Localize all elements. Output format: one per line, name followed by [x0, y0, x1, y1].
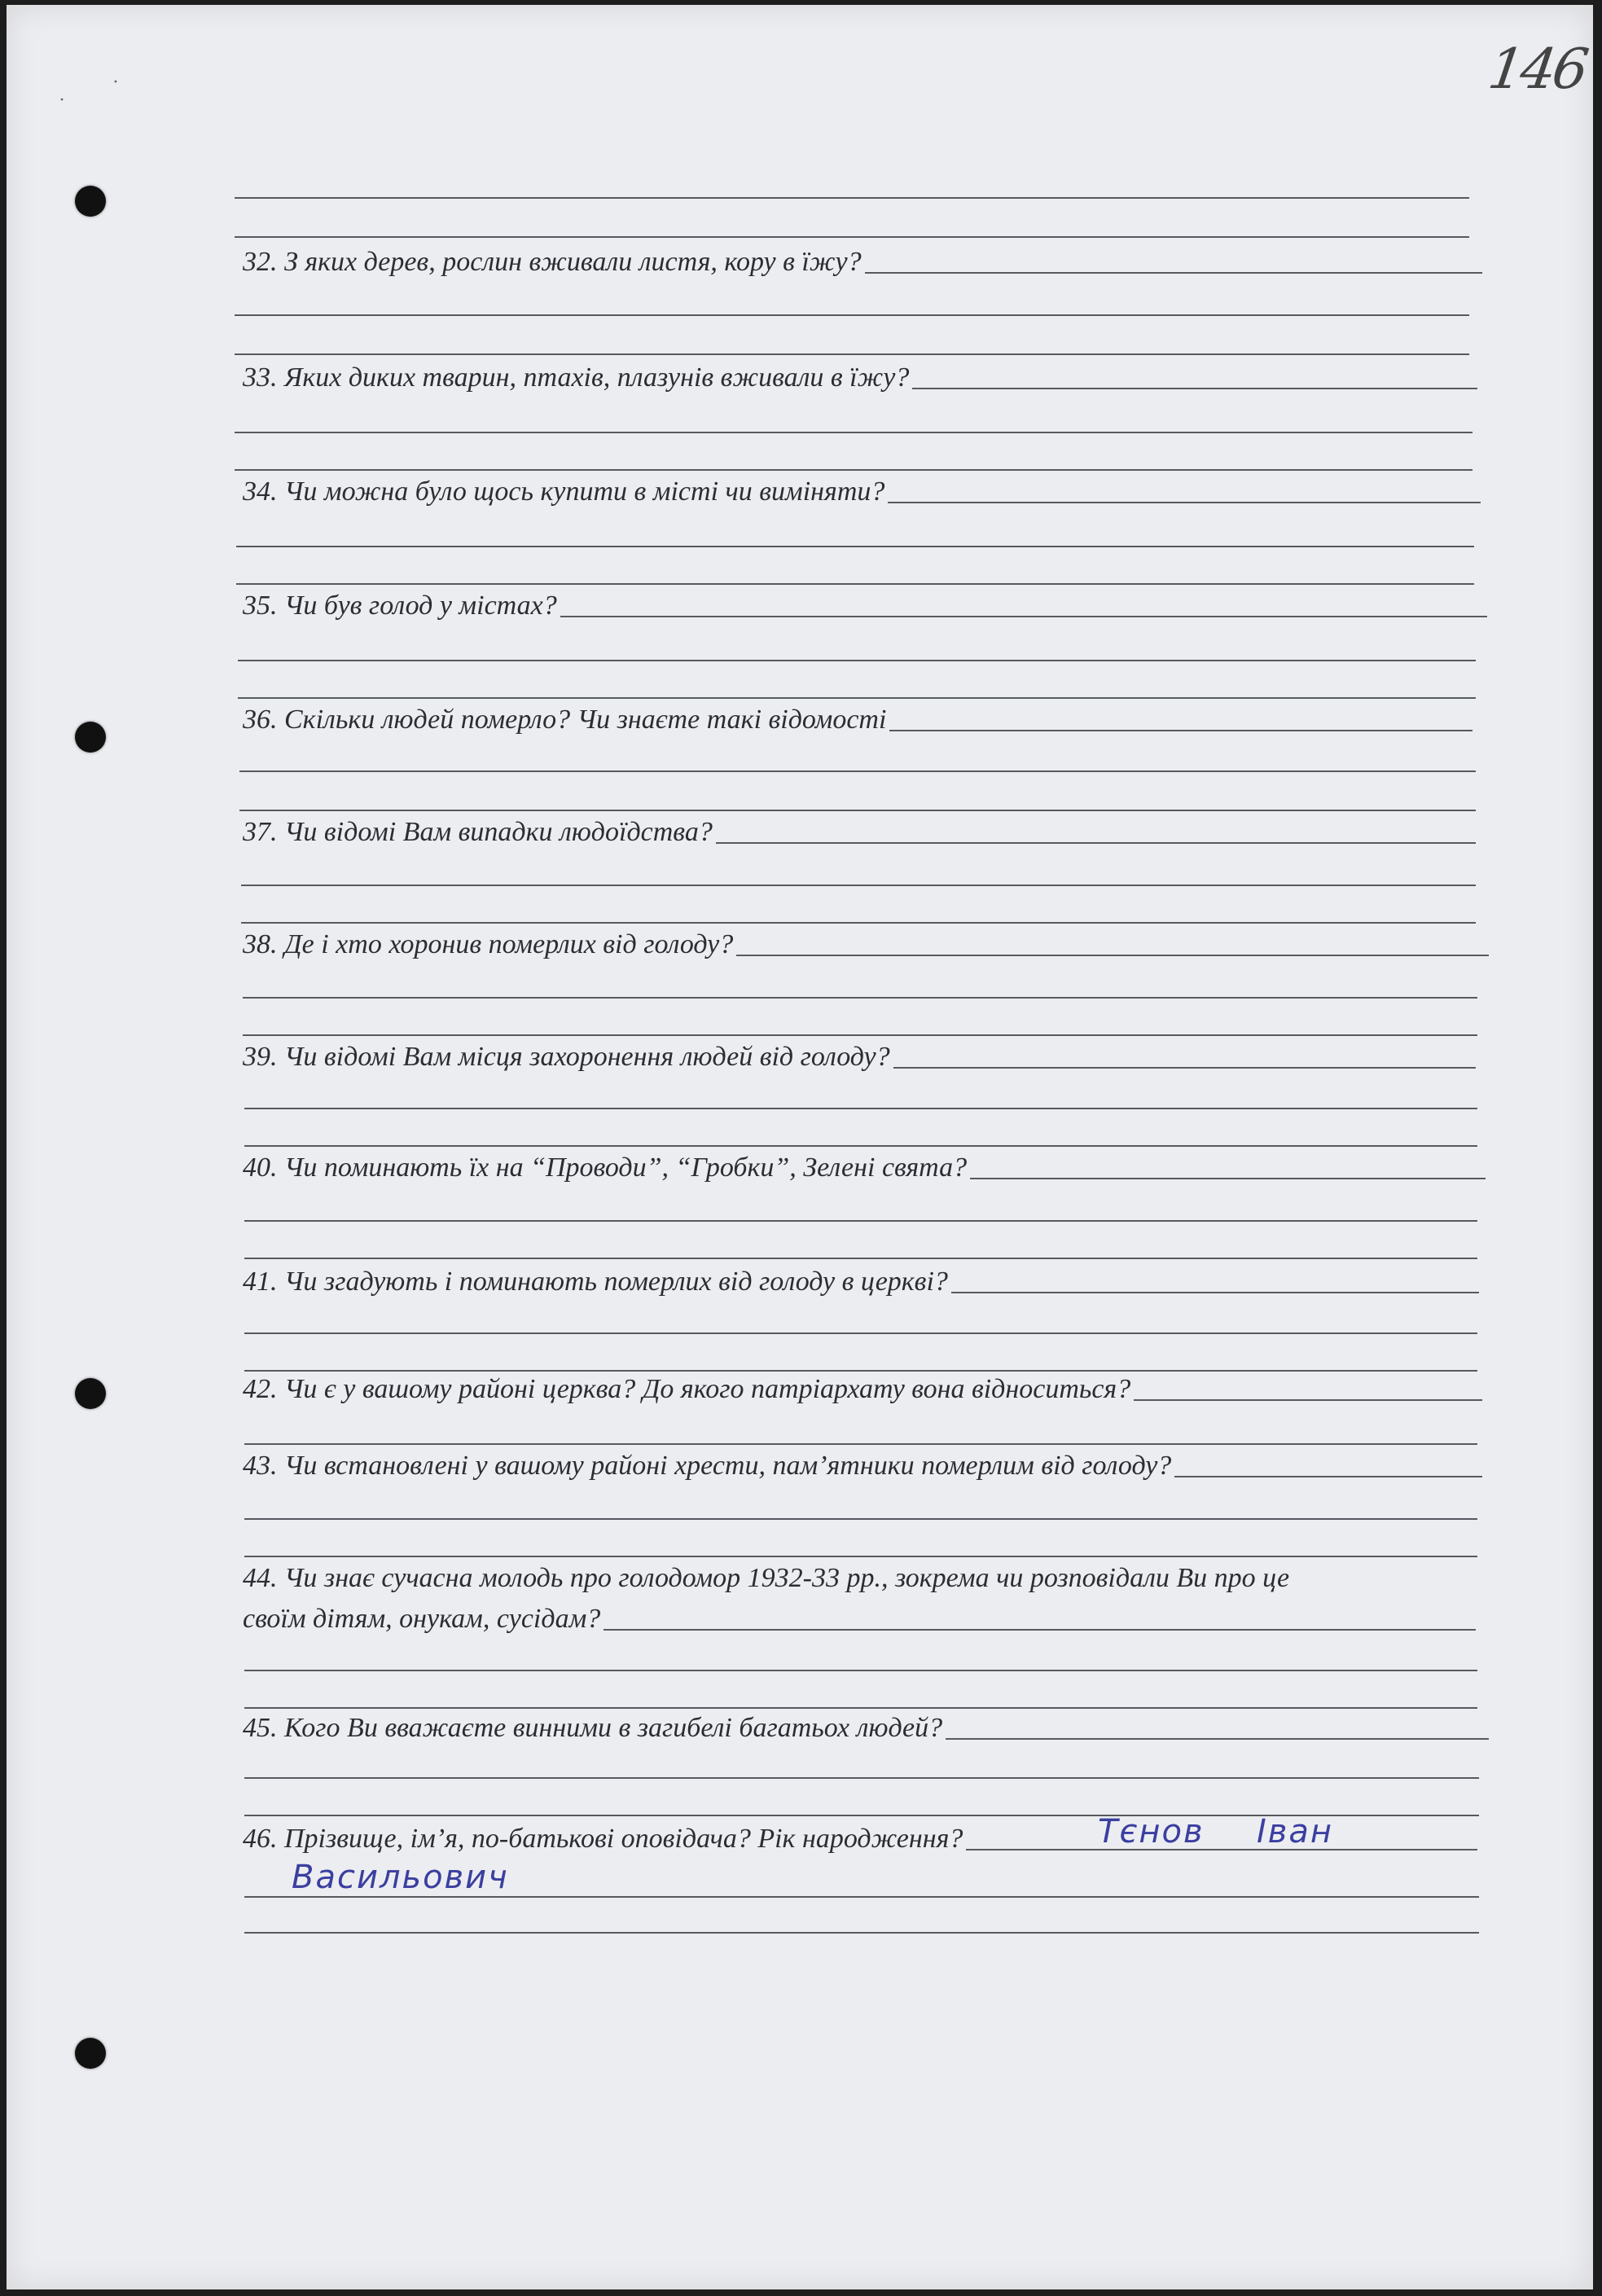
- question-text: 42. Чи є у вашому районі церква? До якого патріархату вона відноситься?: [243, 1374, 1131, 1404]
- page-number: 146: [1484, 37, 1590, 102]
- question-text: 41. Чи згадують і поминають померлих від голоду в церкві?: [243, 1267, 948, 1297]
- answer-line: [244, 1896, 1479, 1898]
- question-44: [243, 1562, 1476, 1595]
- handwritten-surname: Тєнов: [1098, 1813, 1205, 1850]
- question-text: 32. З яких дерев, рослин вживали листя, кору в їжу?: [243, 247, 862, 277]
- question-text: 37. Чи відомі Вам випадки людоїдства?: [243, 817, 713, 847]
- answer-line: [235, 314, 1469, 316]
- question-text: 33. Яких диких тварин, птахів, плазунів вживали в їжу?: [243, 362, 910, 393]
- answer-line: [244, 1220, 1477, 1222]
- answer-line: [244, 1443, 1477, 1445]
- question-45: [243, 1712, 1489, 1745]
- question-text: 38. Де і хто хоронив померлих від голоду?: [243, 929, 734, 959]
- question-42: [243, 1373, 1482, 1406]
- answer-line: [235, 236, 1469, 238]
- question-text: 40. Чи поминають їх на “Проводи”, “Гробки”, Зелені свята?: [243, 1152, 968, 1183]
- question-text: 36. Скільки людей померло? Чи знаєте такі відомості: [243, 705, 887, 735]
- answer-line: [244, 1707, 1477, 1709]
- question-text: 39. Чи відомі Вам місця захоронення людей від голоду?: [243, 1042, 890, 1072]
- question-text: 44. Чи знає сучасна молодь про голодомор 1932-33 рр., зокрема чи розповідали Ви про це: [243, 1563, 1290, 1593]
- answer-line: [244, 1370, 1477, 1372]
- answer-line: [236, 583, 1474, 585]
- question-35: [243, 590, 1487, 622]
- answer-line: [244, 1145, 1477, 1147]
- answer-line: [244, 1777, 1479, 1779]
- answer-line: [243, 997, 1477, 999]
- question-40: [243, 1152, 1486, 1184]
- punch-hole: [75, 722, 106, 753]
- answer-line: [239, 770, 1476, 772]
- punch-hole: [75, 186, 106, 217]
- punch-hole: [75, 2038, 106, 2069]
- answer-line: [235, 432, 1473, 433]
- question-33: [243, 362, 1477, 394]
- answer-line: [243, 1034, 1477, 1036]
- question-text: 35. Чи був голод у містах?: [243, 590, 557, 621]
- answer-line: [244, 1108, 1477, 1109]
- handwritten-patronymic: Васильович: [292, 1859, 509, 1896]
- answer-line: [235, 469, 1473, 471]
- answer-line: [244, 1332, 1477, 1334]
- question-text: своїм дітям, онукам, сусідам?: [243, 1604, 601, 1634]
- punch-hole: [75, 1378, 106, 1409]
- question-36: [243, 704, 1473, 736]
- question-text: 43. Чи встановлені у вашому районі хрести, пам’ятники померлим від голоду?: [243, 1451, 1172, 1481]
- question-37: [243, 816, 1476, 849]
- answer-line: [241, 922, 1476, 924]
- question-text: 34. Чи можна було щось купити в місті чи виміняти?: [243, 476, 885, 507]
- questionnaire-page: [7, 5, 1593, 2289]
- question-39: [243, 1041, 1476, 1073]
- question-41: [243, 1266, 1479, 1298]
- question-text: 46. Прізвище, ім’я, по-батькові оповідача? Рік народження?: [243, 1824, 963, 1854]
- answer-line: [235, 353, 1469, 355]
- handwritten-first-name: Іван: [1257, 1813, 1334, 1850]
- answer-line: [236, 546, 1474, 547]
- scan-speck: ·: [59, 90, 65, 111]
- question-34: [243, 476, 1481, 508]
- answer-line: [244, 1556, 1477, 1557]
- answer-line: [244, 1670, 1477, 1671]
- answer-line: [241, 885, 1476, 886]
- answer-line: [244, 1258, 1477, 1259]
- scan-speck: ·: [112, 72, 119, 93]
- question-44-continuation: [243, 1603, 1476, 1635]
- answer-line: [244, 1518, 1477, 1520]
- question-43: [243, 1450, 1482, 1482]
- answer-line: [244, 1932, 1479, 1934]
- answer-line: [238, 660, 1476, 661]
- question-32: [243, 246, 1482, 279]
- answer-line: [239, 810, 1476, 811]
- question-text: 45. Кого Ви вважаєте винними в загибелі багатьох людей?: [243, 1713, 943, 1743]
- question-38: [243, 928, 1489, 961]
- answer-line: [235, 197, 1469, 199]
- answer-line: [238, 697, 1476, 699]
